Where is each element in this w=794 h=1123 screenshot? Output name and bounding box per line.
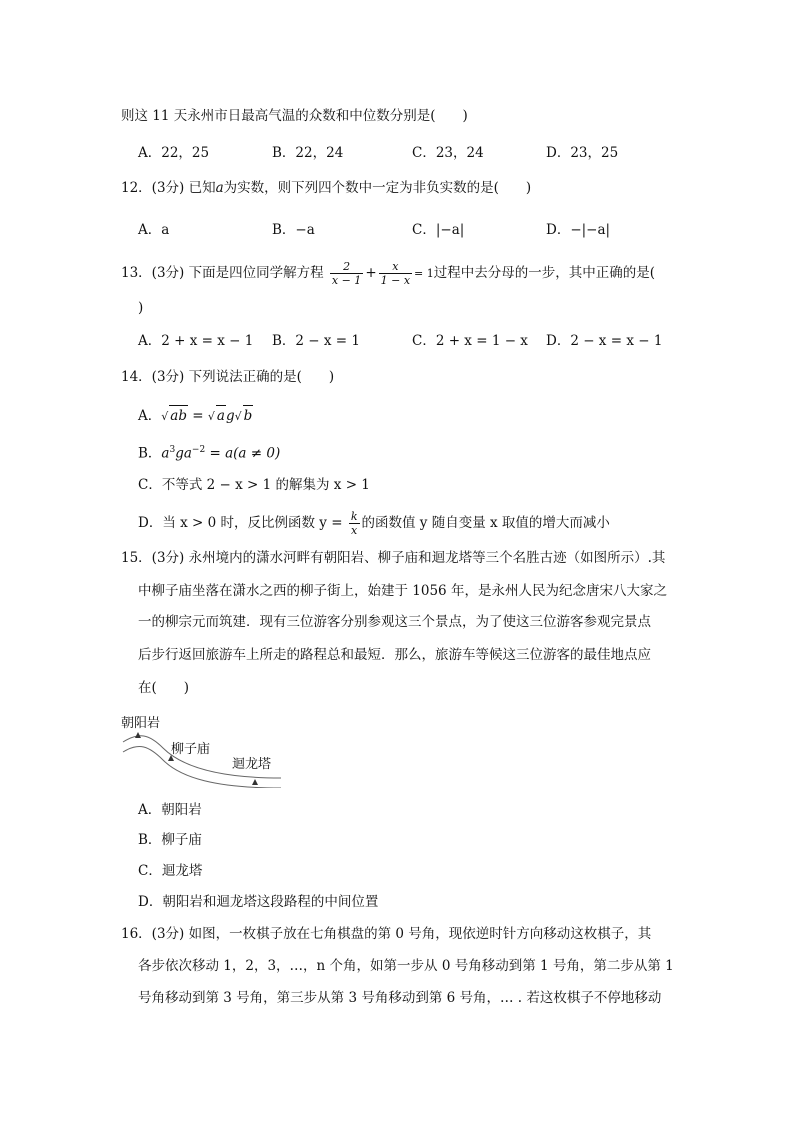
marker-chaoyangyan xyxy=(135,732,141,738)
q11-option-a: A．22，25 xyxy=(138,145,210,161)
q12-stem xyxy=(121,178,531,198)
q13-option-a: A．2 + x = x − 1 xyxy=(138,333,254,349)
q12-option-b: B．−a xyxy=(272,222,315,238)
marker-huilongta xyxy=(252,779,258,785)
q16-line-3: 号角移动到第 3 号角，第三步从第 3 号角移动到第 6 号角，… . 若这枚棋子不停地移动 xyxy=(138,990,662,1006)
q15-option-d: D．朝阳岩和迴龙塔这段路程的中间位置 xyxy=(138,894,379,910)
q11-option-c: C．23，24 xyxy=(412,145,484,161)
q15-option-a: A．朝阳岩 xyxy=(138,802,202,818)
q13-equals: = 1 xyxy=(414,267,434,280)
q13-option-d: D．2 − x = x − 1 xyxy=(546,333,663,349)
river-bank-lower xyxy=(123,746,281,788)
river-map-figure xyxy=(121,708,291,788)
river-map-svg xyxy=(121,708,291,788)
q11-option-b: B．22，24 xyxy=(272,145,344,161)
q14-stem: 14．(3分) 下列说法正确的是( ) xyxy=(121,369,335,385)
q13-stem-part2: 过程中去分母的一步，其中正确的是( xyxy=(433,265,656,281)
q15-line-3: 一的柳宗元而筑建．现有三位游客分别参观这三个景点，为了使这三位游客参观完景点 xyxy=(138,614,651,630)
map-label-chaoyangyan: 朝阳岩 xyxy=(121,716,161,731)
q12-option-a: A．a xyxy=(138,222,170,238)
q14-option-d: D．当 x > 0 时，反比例函数 y = $\frac{k}{x}$ 的函数值 y 随自变量 x 取值的增大而减小 xyxy=(138,510,610,537)
q15-line-2: 中柳子庙坐落在潇水之西的柳子街上，始建于 1056 年，是永州人民为纪念唐宋八大家之 xyxy=(138,583,667,599)
q13-stem-end: ) xyxy=(138,300,144,316)
q14-option-a: A．√ ab = √ ag√ b xyxy=(138,405,253,427)
q16-line-1: 16．(3分) 如图，一枚棋子放在七角棋盘的第 0 号角，现依逆时针方向移动这枚棋子，其 xyxy=(121,926,652,942)
q12-var: a xyxy=(215,180,224,196)
q12-stem-part1: 12．(3分) 已知 xyxy=(121,180,216,196)
q13-stem xyxy=(121,256,655,291)
q12-stem-part2: 为实数，则下列四个数中一定为非负实数的是( ) xyxy=(223,180,532,196)
q11-option-d: D．23，25 xyxy=(546,145,619,161)
q11-stem: 则这 11 天永州市日最高气温的众数和中位数分别是( ) xyxy=(121,108,468,124)
q12-option-c: C．|−a| xyxy=(412,222,465,238)
q13-plus: + xyxy=(365,265,377,281)
q14-option-c: C．不等式 2 − x > 1 的解集为 x > 1 xyxy=(138,477,370,493)
q15-line-4: 后步行返回旅游车上所走的路程总和最短．那么，旅游车等候这三位游客的最佳地点应 xyxy=(138,647,651,663)
q13-option-c: C．2 + x = 1 − x xyxy=(412,333,528,349)
map-label-huilongta: 迴龙塔 xyxy=(232,757,272,772)
q15-line-5: 在( ) xyxy=(138,680,190,696)
q12-option-d: D．−|−a| xyxy=(546,222,611,238)
q13-stem-part1: 13．(3分) 下面是四位同学解方程 xyxy=(121,265,324,281)
q15-line-1: 15．(3分) 永州境内的潇水河畔有朝阳岩、柳子庙和迴龙塔等三个名胜古迹（如图所示）.其 xyxy=(121,550,666,566)
q14-option-b: B．$a^3ga^{-2} = a(a \ne 0)$ xyxy=(138,445,281,462)
river-bank-upper xyxy=(123,736,281,778)
q15-option-b: B．柳子庙 xyxy=(138,832,202,848)
q13-fraction-2: $\frac{x}{1 - x}$ xyxy=(380,260,411,287)
q13-fraction-1: $\frac{2}{x - 1}$ xyxy=(331,260,362,287)
q13-option-b: B．2 − x = 1 xyxy=(272,333,361,349)
q15-option-c: C．迴龙塔 xyxy=(138,863,203,879)
q16-line-2: 各步依次移动 1，2，3，…，n 个角，如第一步从 0 号角移动到第 1 号角，第二步从第 1 xyxy=(138,958,674,974)
map-label-liuzimiao: 柳子庙 xyxy=(171,742,211,757)
